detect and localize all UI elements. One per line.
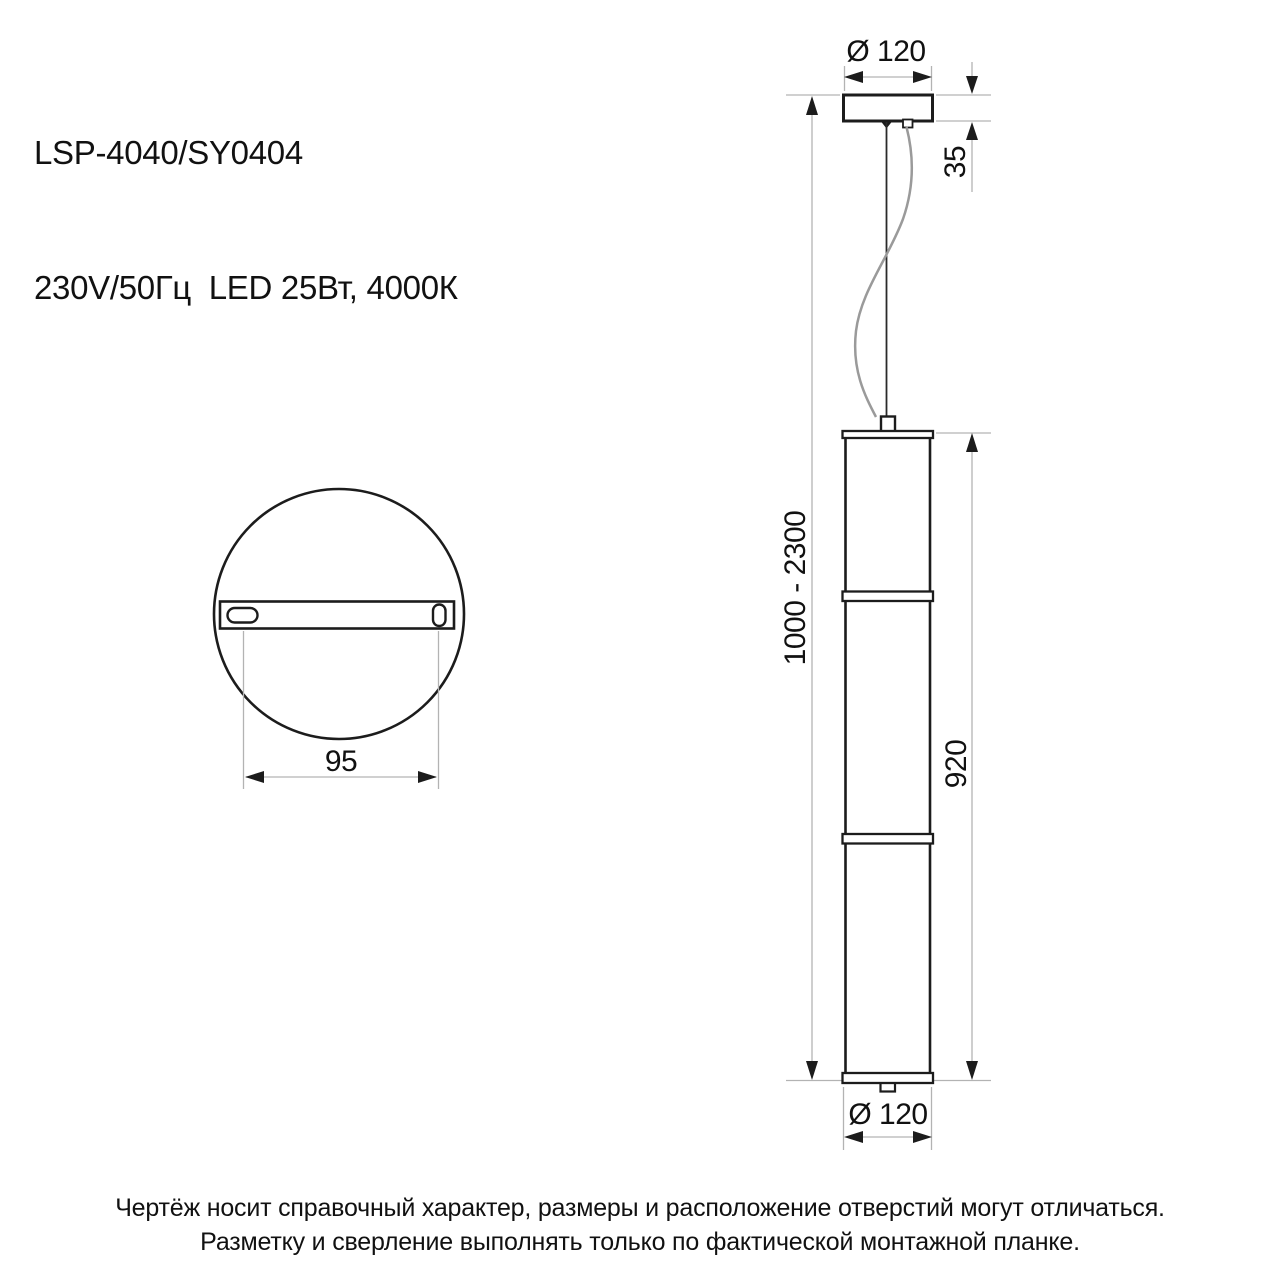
- canopy-cord-grip: [903, 120, 913, 128]
- shade-bottom-cap: [843, 1073, 934, 1083]
- notes-block: [0, 1191, 1280, 1259]
- shade-divider-lower: [843, 834, 934, 844]
- shade-divider-upper: [843, 592, 934, 602]
- mounting-plate-top-view: [214, 489, 464, 789]
- bracket-slot-right: [433, 605, 446, 627]
- bracket-slot-left: [228, 608, 258, 623]
- shade-top-connector: [881, 417, 895, 433]
- title-block: [34, 40, 458, 400]
- shade-diameter-label: Ø 120: [848, 1098, 928, 1131]
- pendant-side-view: [786, 62, 991, 1150]
- suspension-height-range-label: 1000 - 2300: [779, 510, 812, 666]
- canopy-diameter-dimension: [844, 66, 932, 91]
- product-specs: 230V/50Гц LED 25Вт, 4000К: [34, 269, 458, 306]
- ceiling-canopy: [844, 95, 933, 121]
- canopy-diameter-label: Ø 120: [846, 35, 926, 68]
- shade-body: [846, 437, 931, 1075]
- shade-height-label: 920: [940, 739, 973, 789]
- power-wire: [855, 127, 912, 417]
- shade-top-cap: [843, 431, 934, 438]
- mounting-hole-spacing-label: 95: [324, 745, 358, 778]
- note-line-2: Разметку и сверление выполнять только по фактической монтажной планке.: [200, 1228, 1080, 1256]
- canopy-height-label: 35: [939, 145, 972, 179]
- product-model: LSP-4040/SY0404: [34, 134, 303, 171]
- note-line-1: Чертёж носит справочный характер, размеры и расположение отверстий могут отличаться.: [115, 1194, 1165, 1222]
